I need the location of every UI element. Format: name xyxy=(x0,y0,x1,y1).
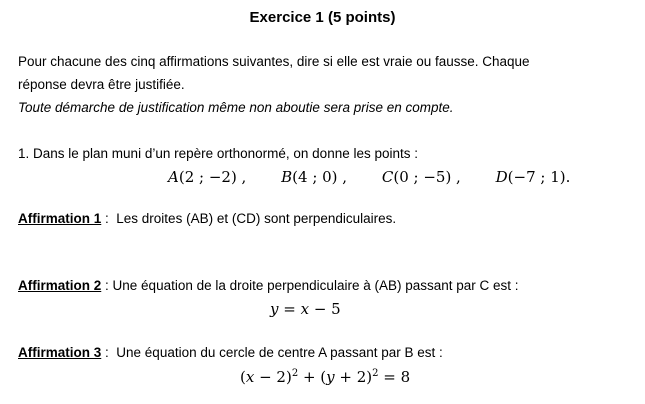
affirmation-2-text: Une équation de la droite perpendiculaire à (AB) passant par C est : xyxy=(112,278,519,293)
eq3-exp1: 2 xyxy=(291,368,299,379)
point-d-coords: (−7 ; 1). xyxy=(507,168,571,186)
affirmation-2-label: Affirmation 2 xyxy=(18,278,102,293)
eq3-exp2: 2 xyxy=(372,368,379,379)
points-list xyxy=(168,168,570,186)
affirmation-3-label: Affirmation 3 xyxy=(18,345,102,360)
question-1-text: 1. Dans le plan muni d’un repère orthonormé, on donne les points : xyxy=(18,146,418,161)
affirmation-1-text: Les droites (AB) et (CD) sont perpendiculaires. xyxy=(116,211,397,226)
eq2-rhs-var: x xyxy=(300,300,310,318)
eq2-equals: = xyxy=(278,300,301,318)
affirmation-3-sep: : xyxy=(101,345,117,360)
point-c xyxy=(382,168,461,186)
eq2-rhs-rest: − 5 xyxy=(309,300,341,318)
point-d-name: D xyxy=(495,168,508,186)
eq3-rhs: = 8 xyxy=(378,368,411,386)
affirmation-1-label: Affirmation 1 xyxy=(18,211,102,226)
point-d xyxy=(496,168,571,186)
affirmation-3-text: Une équation du cercle de centre A passant par B est : xyxy=(116,345,443,360)
point-a-coords: (2 ; −2) , xyxy=(178,168,247,186)
eq3-t2-rest: + 2) xyxy=(334,368,373,386)
point-a-name: A xyxy=(168,168,179,186)
intro-line-2: réponse devra être justifiée. xyxy=(18,77,185,92)
affirmation-2-equation xyxy=(270,300,341,318)
eq2-lhs: y xyxy=(270,300,279,318)
eq3-t1-rest: − 2) xyxy=(254,368,292,386)
point-b xyxy=(281,168,347,186)
affirmation-1 xyxy=(18,211,396,226)
affirmation-2-sep: : xyxy=(101,278,113,293)
eq3-open: ( xyxy=(240,368,246,386)
affirmation-3 xyxy=(18,345,443,360)
point-c-name: C xyxy=(381,168,394,186)
point-b-coords: (4 ; 0) , xyxy=(292,168,348,186)
eq3-t1-var: x xyxy=(245,368,255,386)
point-a xyxy=(168,168,246,186)
eq3-plus: + ( xyxy=(298,368,327,386)
affirmation-1-sep: : xyxy=(101,211,117,226)
eq3-t2-var: y xyxy=(326,368,335,386)
intro-line-3: Toute démarche de justification même non aboutie sera prise en compte. xyxy=(18,100,454,115)
affirmation-3-equation xyxy=(240,368,410,386)
intro-line-1: Pour chacune des cinq affirmations suivantes, dire si elle est vraie ou fausse. Chaque xyxy=(18,54,530,69)
exercise-title: Exercice 1 (5 points) xyxy=(249,9,396,26)
affirmation-2 xyxy=(18,278,519,293)
point-c-coords: (0 ; −5) , xyxy=(393,168,461,186)
point-b-name: B xyxy=(281,168,293,186)
